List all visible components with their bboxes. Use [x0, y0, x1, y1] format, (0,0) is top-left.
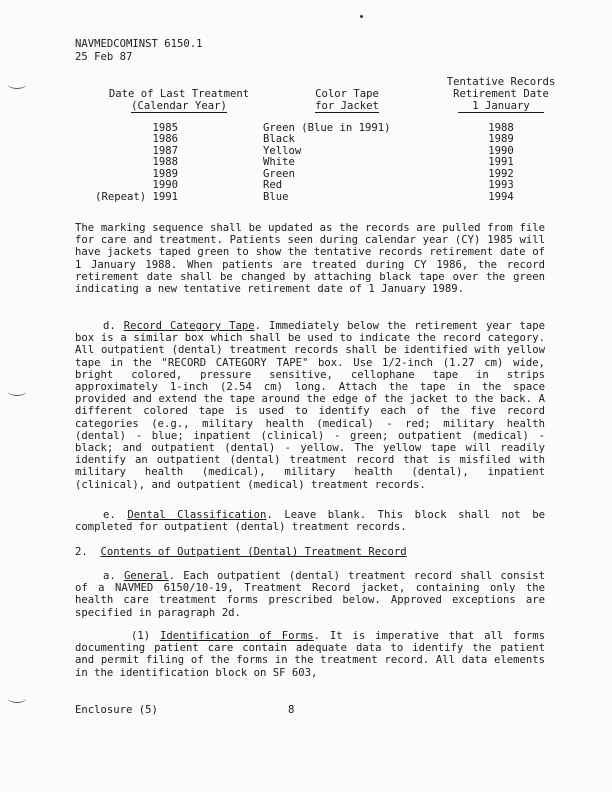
row-retirement: 1994: [488, 190, 514, 203]
row-retirement: 1992: [488, 167, 514, 180]
row-year: (Repeat) 1991: [95, 190, 178, 203]
para-title: Identification of Forms: [160, 630, 314, 642]
row-year: 1990: [152, 179, 178, 192]
binder-hole-mark: [8, 80, 26, 89]
tape-color-table: [95, 76, 571, 203]
row-retirement: 1993: [488, 179, 514, 192]
row-year: 1985: [152, 121, 178, 134]
row-retirement: 1990: [488, 144, 514, 157]
tape-row: [95, 134, 571, 146]
identification-forms-paragraph: [75, 630, 545, 679]
tape-row: [95, 180, 571, 192]
row-color: Black: [263, 133, 295, 146]
para-text: . Immediately below the retirement year tape box is a similar box which shall be used to indicate the record category. All outpatient (dental) treatment records shall be identified with yellow tape in the "RECORD CATEGORY TAPE" box. Use 1/2-inch (1.27 cm) wide, bright colored, pressure sensitive, cellophane tape in strips approximately 1-inch (2.54 cm) long. Attach the tape in the space provided and extend the tape around the edge of the jacket to the back. A different colored tape is used to identify each of the five record categories (e.g., military health (medical) - red; military health (dental) - blue; inpatient (clinical) - green; outpatient (medical) - black; and outpatient (dental) - yellow. The yellow tape will readily identify an outpatient (dental) treatment record that is misfiled with military health (medical), military health (dental), inpatient (clinical), and outpatient (medical) treatment records.: [75, 320, 546, 491]
row-color: Red: [263, 179, 283, 192]
row-year: 1986: [152, 133, 178, 146]
col-header-date: Date of Last Treatment (Calendar Year): [108, 88, 250, 113]
page-number: 8: [288, 704, 295, 716]
instruction-number: NAVMEDCOMINST 6150.1: [75, 38, 203, 50]
marking-sequence-paragraph: The marking sequence shall be updated as the records are pulled from file for care and treatment. Patients seen during calendar year (CY) 1985 will have jackets taped green to show the tentative records retirement date of 1 January 1988. When patients are treated during CY 1986, the record retirement date shall be changed by attaching black tape over the green indicating a new tentative retirement date of 1 January 1989.: [75, 222, 545, 296]
row-color: Green (Blue in 1991): [263, 121, 391, 134]
col-header-retirement: Tentative Records Retirement Date 1 January: [446, 76, 556, 113]
para-label: e.: [103, 509, 116, 521]
scan-speck: [360, 15, 363, 18]
para-text: . It is imperative that all forms documenting patient care contain adequate data to identify the patient and permit filing of the forms in the treatment record. All data elements in the identification block on SF 603,: [75, 630, 545, 679]
row-color: Green: [263, 167, 295, 180]
instruction-date: 25 Feb 87: [75, 51, 133, 64]
section-title: Contents of Outpatient (Dental) Treatment Record: [100, 546, 407, 558]
para-label: a.: [103, 570, 116, 582]
tape-row: [95, 157, 571, 169]
row-year: 1987: [152, 144, 178, 157]
para-title: Record Category Tape: [123, 320, 255, 332]
section-2-heading: [75, 546, 545, 558]
binder-hole-mark: [8, 694, 26, 703]
para-text: . Leave blank. This block shall not be completed for outpatient (dental) treatment records.: [75, 509, 545, 534]
tape-row: [95, 192, 571, 204]
para-title: Dental Classification: [127, 509, 267, 521]
row-year: 1989: [152, 167, 178, 180]
section-number: 2.: [75, 546, 88, 558]
row-color: Blue: [263, 190, 289, 203]
col-header-color: Color Tape for Jacket: [315, 88, 379, 113]
binder-hole-mark: [8, 387, 26, 396]
row-retirement: 1989: [488, 133, 514, 146]
para-title: General: [123, 570, 169, 582]
para-text: . Each outpatient (dental) treatment record shall consist of a NAVMED 6150/10-19, Treatment Record jacket, containing only the health care treatment forms prescribed below. Approved exceptions are specified in paragraph 2d.: [75, 570, 545, 619]
enclosure-label: Enclosure (5): [75, 704, 158, 716]
row-retirement: 1988: [488, 121, 514, 134]
row-year: 1988: [152, 156, 178, 169]
row-color: White: [263, 156, 295, 169]
document-header: [75, 38, 203, 64]
dental-classification-paragraph: [75, 509, 545, 533]
para-label: (1): [131, 630, 151, 642]
para-label: d.: [103, 320, 116, 332]
tape-rows: [95, 123, 571, 204]
row-retirement: 1991: [488, 156, 514, 169]
general-paragraph: [75, 570, 545, 619]
row-color: Yellow: [263, 144, 302, 157]
record-category-paragraph: [75, 320, 545, 491]
